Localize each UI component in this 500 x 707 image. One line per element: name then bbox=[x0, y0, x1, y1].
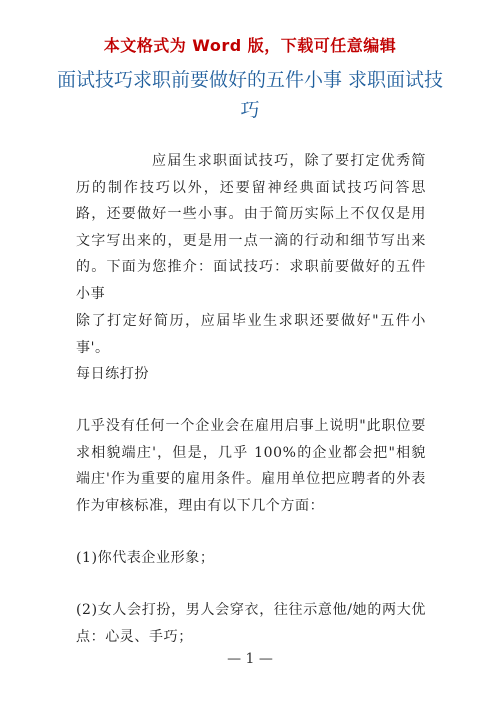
document-title: 面试技巧求职前要做好的五件小事 求职面试技巧 bbox=[56, 69, 444, 121]
document-banner: 本文格式为 Word 版，下载可任意编辑 bbox=[103, 36, 397, 55]
page-number: — 1 — bbox=[227, 651, 273, 667]
appearance-paragraph: 几乎没有任何一个企业会在雇用启事上说明"此职位要求相貌端庄'，但是，几乎 100%的企业都会把"相貌端庄'作为重要的雇用条件。雇用单位把应聘者的外表作为审核标准，理由有以下几个方面： bbox=[76, 418, 426, 514]
section-heading-daily-grooming: 每日练打扮 bbox=[76, 366, 149, 382]
list-item-1: (1)你代表企业形象； bbox=[76, 550, 215, 566]
five-things-paragraph: 除了打定好简历，应届毕业生求职还要做好"五件小事'。 bbox=[76, 313, 426, 356]
list-item-2: (2)女人会打扮，男人会穿衣，往往示意他/她的两大优点：心灵、手巧； bbox=[76, 602, 426, 645]
intro-paragraph: 应届生求职面试技巧，除了要打定优秀简历的制作技巧以外，还要留神经典面试技巧问答思路，还要做好一些小事。由于简历实际上不仅仅是用文字写出来的，更是用一点一滴的行动和细节写出来的。下面为您推介：面试技巧：求职前要做好的五件小事 bbox=[76, 153, 426, 302]
